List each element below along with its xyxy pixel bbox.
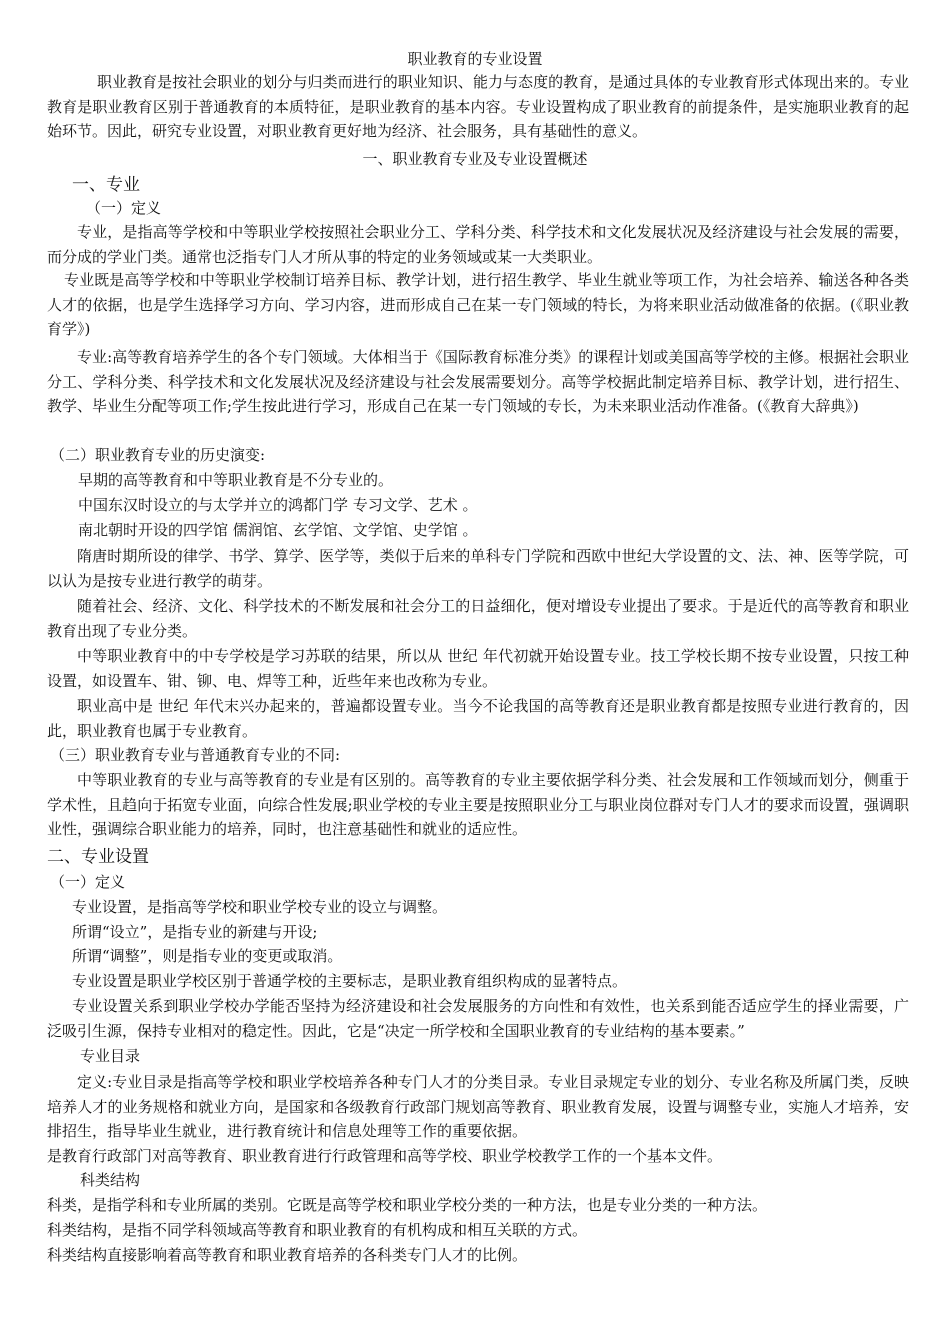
paragraph-difference: 中等职业教育的专业与高等教育的专业是有区别的。高等教育的专业主要依据学科分类、社会发展和工作领域而划分，侧重于学术性，且趋向于拓宽专业面，向综合性发展;职业学校的专业主要是按照职业分工与职业岗位群对专门人才的要求而设置，强调职业性，强调综合职业能力的培养，同时，也注意基础性和就业的适应性。 — [47, 771, 909, 839]
paragraph-kelei-3: 科类结构直接影响着高等教育和职业教育培养的各科类专门人才的比例。 — [47, 1246, 528, 1264]
paragraph-kelei-1: 科类，是指学科和专业所属的类别。它既是高等学校和职业学校分类的一种方法，也是专业分类的一种方法。 — [47, 1196, 768, 1214]
subheading-history: （二）职业教育专业的历史演变: — [50, 446, 266, 464]
paragraph-mulu: 定义:专业目录是指高等学校和职业学校培养各种专门人才的分类目录。专业目录规定专业的划分、专业名称及所属门类，反映培养人才的业务规格和就业方向，是国家和各级教育行政部门规划高等教育、职业教育发展，设置与调整专业，实施人才培养，安排招生，指导毕业生就业，进行教育统计和信息处理等工作的重要依据。 — [47, 1073, 909, 1141]
paragraph-definition-1: 专业，是指高等学校和中等职业学校按照社会职业分工、学科分类、科学技术和文化发展状况及经济建设与社会发展的需要，而分成的学业门类。通常也泛指专门人才所从事的特定的业务领域或某一大类职业。 — [47, 223, 909, 266]
paragraph-definition-3: 专业:高等教育培养学生的各个专门领域。大体相当于《国际教育标准分类》的课程计划或美国高等学校的主修。根据社会职业分工、学科分类、科学技术和文化发展状况及经济建设与社会发展需要划分。高等学校据此制定培养目标、教学计划，进行招生、教学、毕业生分配等项工作;学生按此进行学习，形成自己在某一专门领域的专长，为未来职业活动作准备。(《教育大辞典》) — [47, 348, 909, 416]
paragraph-definition-2: 专业既是高等学校和中等职业学校制订培养目标、教学计划，进行招生教学、毕业生就业等项工作，为社会培养、输送各种各类人才的依据，也是学生选择学习方向、学习内容，进而形成自己在某一专门领域的特长，为将来职业活动做准备的依据。(《职业教育学》) — [47, 271, 909, 339]
paragraph-history-2: 中国东汉时设立的与太学并立的鸿都门学 专习文学、艺术 。 — [78, 496, 478, 514]
paragraph-history-3: 南北朝时开设的四学馆 儒润馆、玄学馆、文学馆、史学馆 。 — [78, 521, 478, 539]
paragraph-shezhi-5: 专业设置关系到职业学校办学能否坚持为经济建设和社会发展服务的方向性和有效性，也关系到能否适应学生的择业需要，广泛吸引生源，保持专业相对的稳定性。因此，它是“决定一所学校和全国职业教育的专业结构的基本要素。” — [47, 997, 909, 1040]
part1-heading: 一、职业教育专业及专业设置概述 — [362, 150, 588, 168]
paragraph-shezhi-1: 专业设置，是指高等学校和职业学校专业的设立与调整。 — [72, 898, 448, 916]
paragraph-history-5: 随着社会、经济、文化、科学技术的不断发展和社会分工的日益细化，便对增设专业提出了要求。于是近代的高等教育和职业教育出现了专业分类。 — [47, 597, 909, 640]
subheading-definition-2: （一）定义 — [50, 873, 126, 891]
intro-paragraph: 职业教育是按社会职业的划分与归类而进行的职业知识、能力与态度的教育，是通过具体的专业教育形式体现出来的。专业教育是职业教育区别于普通教育的本质特征，是职业教育的基本内容。专业设置构成了职业教育的前提条件，是实施职业教育的起始环节。因此，研究专业设置，对职业教育更好地为经济、社会服务，具有基础性的意义。 — [47, 73, 909, 141]
paragraph-mulu-2: 是教育行政部门对高等教育、职业教育进行行政管理和高等学校、职业学校教学工作的一个基本文件。 — [47, 1147, 723, 1165]
paragraph-kelei-2: 科类结构，是指不同学科领域高等教育和职业教育的有机构成和相互关联的方式。 — [47, 1221, 588, 1239]
paragraph-history-1: 早期的高等教育和中等职业教育是不分专业的。 — [78, 471, 394, 489]
section-heading-zhuanye: 一、专业 — [72, 175, 140, 195]
subheading-definition-1: （一）定义 — [86, 199, 162, 217]
paragraph-shezhi-3: 所谓“调整”，则是指专业的变更或取消。 — [72, 947, 343, 965]
subheading-mulu: 专业目录 — [80, 1047, 141, 1065]
paragraph-shezhi-4: 专业设置是职业学校区别于普通学校的主要标志，是职业教育组织构成的显著特点。 — [72, 972, 628, 990]
section-heading-shezhi: 二、专业设置 — [47, 847, 149, 867]
paragraph-history-6: 中等职业教育中的中专学校是学习苏联的结果，所以从 世纪 年代初就开始设置专业。技工学校长期不按专业设置，只按工种设置，如设置车、钳、铆、电、焊等工种，近些年来也改称为专业。 — [47, 647, 909, 690]
paragraph-history-4: 隋唐时期所设的律学、书学、算学、医学等，类似于后来的单科专门学院和西欧中世纪大学设置的文、法、神、医等学院，可以认为是按专业进行教学的萌芽。 — [47, 547, 909, 590]
subheading-kelei: 科类结构 — [80, 1171, 141, 1189]
paragraph-shezhi-2: 所谓“设立”，是指专业的新建与开设; — [72, 923, 318, 941]
paragraph-history-7: 职业高中是 世纪 年代末兴办起来的，普遍都设置专业。当今不论我国的高等教育还是职业教育都是按照专业进行教育的，因此，职业教育也属于专业教育。 — [47, 697, 909, 740]
subheading-difference: （三）职业教育专业与普通教育专业的不同: — [50, 746, 341, 764]
doc-title: 职业教育的专业设置 — [407, 50, 543, 68]
